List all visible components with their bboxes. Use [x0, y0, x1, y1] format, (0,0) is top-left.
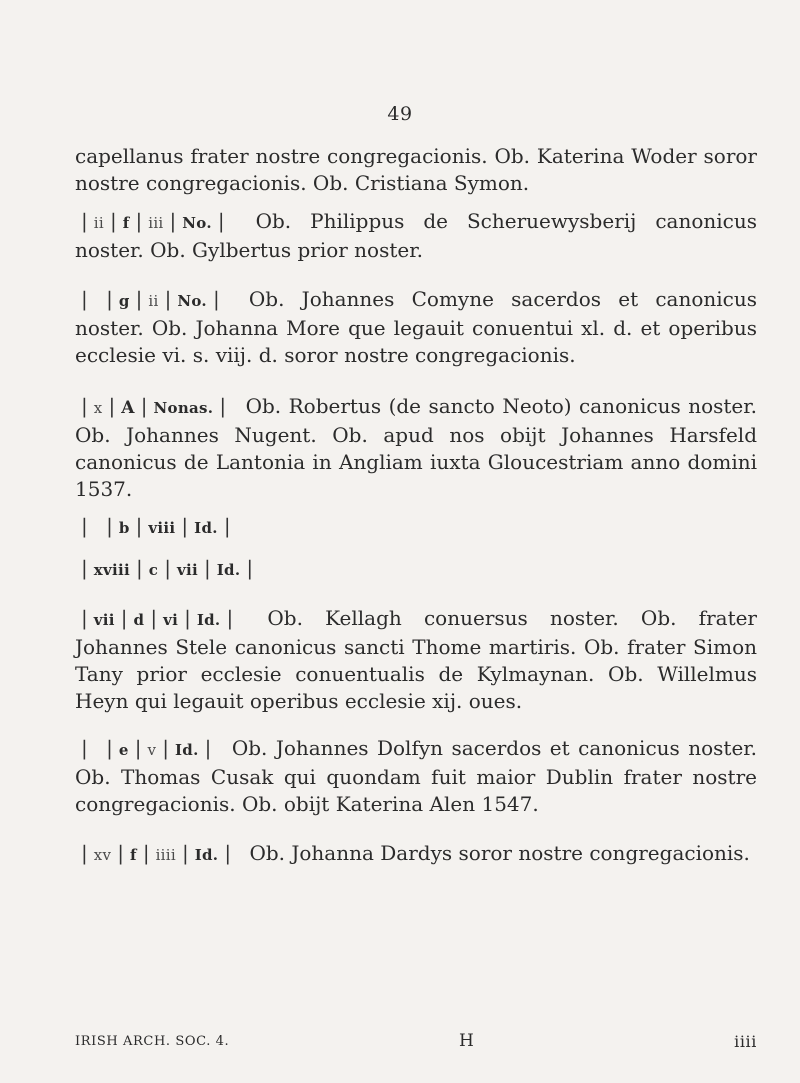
- entry-text: Ob. Johannes Comyne sacerdos et canonicus noster. Ob. Johanna More que legauit conuentui xl. d. et operibus ecclesie vi. s. viij. d. soror nostre congregacionis.: [75, 287, 758, 367]
- calendar-term: Id.: [174, 741, 199, 759]
- calendar-term: Id.: [194, 519, 218, 537]
- roman-day: vii: [176, 561, 198, 579]
- entry-text: capellanus frater nostre congregacionis. Ob. Katerina Woder soror nostre congregacionis. Ob. Cristiana Symon.: [75, 144, 757, 195]
- calendar-entry: [75, 840, 757, 869]
- calendar-term: Id.: [194, 846, 219, 864]
- calendar-columns: | ii | f | iii | No. |: [81, 209, 225, 233]
- signature-mark: H: [459, 1031, 475, 1051]
- golden-number: ii: [93, 214, 104, 232]
- roman-day: iiii: [155, 846, 176, 864]
- roman-day: vi: [163, 611, 179, 629]
- catchword: iiii: [734, 1032, 757, 1051]
- dominical-letter: e: [118, 741, 129, 759]
- entry-text: Ob. Johanna Dardys soror nostre congregacionis.: [249, 841, 750, 865]
- calendar-term: Id.: [216, 561, 241, 579]
- entry-text: Ob. Robertus (de sancto Neoto) canonicus noster. Ob. Johannes Nugent. Ob. apud nos obijt Johannes Harsfeld canonicus de Lantonia in Angliam iuxta Gloucestriam anno domini 1537.: [75, 394, 757, 501]
- calendar-columns: | | b | viii | Id. |: [81, 514, 231, 538]
- calendar-term: No.: [177, 292, 207, 310]
- dominical-letter: f: [130, 846, 137, 864]
- dominical-letter: c: [148, 561, 159, 579]
- calendar-columns: | vii | d | vi | Id. |: [81, 606, 234, 630]
- calendar-columns: | | g | ii | No. |: [81, 287, 220, 311]
- series-imprint: IRISH ARCH. SOC. 4.: [75, 1034, 230, 1049]
- calendar-columns: | xv | f | iiii | Id. |: [81, 841, 232, 865]
- calendar-entry: [75, 605, 757, 715]
- golden-number: xv: [93, 846, 112, 864]
- calendar-columns: | xviii | c | vii | Id. |: [81, 556, 254, 580]
- roman-day: ii: [148, 292, 159, 310]
- dominical-letter: d: [133, 611, 145, 629]
- dominical-letter: b: [118, 519, 130, 537]
- calendar-entry: [75, 393, 757, 503]
- golden-number: x: [93, 399, 103, 417]
- dominical-letter: g: [118, 292, 130, 310]
- golden-number: vii: [93, 611, 115, 629]
- entry-text: Ob. Philippus de Scheruewysberij canonicus noster. Ob. Gylbertus prior noster.: [75, 209, 758, 262]
- golden-number: xviii: [93, 561, 131, 579]
- calendar-columns: | x | A | Nonas. |: [81, 394, 227, 418]
- calendar-term: No.: [182, 214, 212, 232]
- calendar-term: Nonas.: [153, 399, 214, 417]
- calendar-entry: [75, 513, 757, 542]
- calendar-entry: [75, 286, 757, 369]
- roman-day: v: [147, 741, 157, 759]
- page-number: 49: [387, 103, 413, 125]
- dominical-letter: A: [121, 398, 135, 418]
- dominical-letter: f: [122, 214, 130, 232]
- roman-day: viii: [148, 519, 176, 537]
- calendar-entry: [75, 735, 757, 818]
- entry-text: Ob. Johannes Dolfyn sacerdos et canonicus noster. Ob. Thomas Cusak qui quondam fuit maior Dublin frater nostre congregacionis. Ob. obijt Katerina Alen 1547.: [75, 736, 758, 816]
- entry-text: Ob. Kellagh conuersus noster. Ob. frater Johannes Stele canonicus sancti Thome martiris. Ob. frater Simon Tany prior ecclesie conuentualis de Kylmaynan. Ob. Willelmus Heyn qui legauit operibus ecclesie xij. oues.: [75, 606, 757, 713]
- entry-continuation: [75, 143, 757, 197]
- calendar-columns: | | e | v | Id. |: [81, 736, 212, 760]
- calendar-entry: [75, 555, 757, 584]
- calendar-term: Id.: [196, 611, 221, 629]
- calendar-entry: [75, 208, 757, 264]
- roman-day: iii: [148, 214, 164, 232]
